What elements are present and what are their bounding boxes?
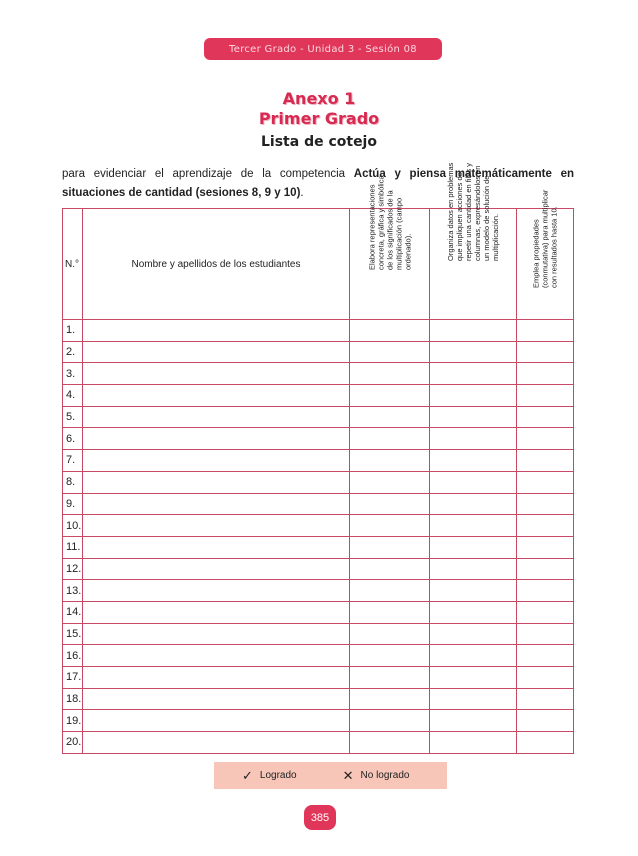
criterion-3-cell[interactable]	[517, 732, 574, 754]
criterion-1-cell[interactable]	[350, 471, 430, 493]
legend-achieved-label: Logrado	[259, 770, 297, 781]
criterion-1-text: Elabora representaciones concreta, gráfica y simbólica de los significados de la multiplicación (campo ordenado).	[367, 175, 412, 270]
criterion-2-cell[interactable]	[430, 580, 517, 602]
student-name-cell[interactable]	[83, 341, 350, 363]
row-number: 3.	[63, 363, 83, 385]
criterion-1-cell[interactable]	[350, 536, 430, 558]
table-row	[63, 710, 574, 732]
criterion-2-cell[interactable]	[430, 558, 517, 580]
check-icon: ✓	[242, 767, 253, 783]
row-number: 4.	[63, 385, 83, 407]
student-name-cell[interactable]	[83, 645, 350, 667]
criterion-3-cell[interactable]	[517, 341, 574, 363]
criterion-1-cell[interactable]	[350, 406, 430, 428]
criterion-2-text: Organiza datos en problemas que impliquen acciones de repetir una cantidad en filas y columnas, expresándolos en un modelo de solución de multiplicación.	[446, 162, 500, 261]
table-row	[63, 363, 574, 385]
grade-title: Primer Grado	[258, 109, 380, 128]
row-number: 8.	[63, 471, 83, 493]
criterion-3-text: Emplea propiedades (conmutativa) para multiplicar con resultados hasta 10.	[531, 189, 559, 288]
row-number: 12.	[63, 558, 83, 580]
legend-achieved	[242, 768, 297, 784]
table-row	[63, 515, 574, 537]
criterion-3-cell[interactable]	[517, 688, 574, 710]
criterion-1-cell[interactable]	[350, 558, 430, 580]
annex-title: Anexo 1	[282, 89, 356, 108]
table-row	[63, 645, 574, 667]
table-row	[63, 580, 574, 602]
criterion-1-cell[interactable]	[350, 363, 430, 385]
criterion-1-cell[interactable]	[350, 601, 430, 623]
row-number: 10.	[63, 515, 83, 537]
table-row	[63, 320, 574, 342]
criterion-3-cell[interactable]	[517, 580, 574, 602]
criterion-3-cell[interactable]	[517, 515, 574, 537]
header-student-name: Nombre y apellidos de los estudiantes	[83, 209, 350, 320]
checklist-title: Lista de cotejo	[261, 134, 377, 150]
criterion-3-cell[interactable]	[517, 645, 574, 667]
row-number: 16.	[63, 645, 83, 667]
criterion-1-cell[interactable]	[350, 710, 430, 732]
table-row	[63, 406, 574, 428]
criterion-2-cell[interactable]	[430, 341, 517, 363]
row-number: 14.	[63, 601, 83, 623]
student-name-cell[interactable]	[83, 732, 350, 754]
criterion-2-cell[interactable]	[430, 515, 517, 537]
criterion-2-cell[interactable]	[430, 623, 517, 645]
student-name-cell[interactable]	[83, 515, 350, 537]
criterion-1-cell[interactable]	[350, 428, 430, 450]
table-row	[63, 732, 574, 754]
criterion-1-cell[interactable]	[350, 493, 430, 515]
criterion-2-cell[interactable]	[430, 406, 517, 428]
header-number: N.°	[63, 209, 83, 320]
row-number: 9.	[63, 493, 83, 515]
student-name-cell[interactable]	[83, 623, 350, 645]
row-number: 19.	[63, 710, 83, 732]
student-name-cell[interactable]	[83, 428, 350, 450]
table-row	[63, 536, 574, 558]
row-number: 1.	[63, 320, 83, 342]
criterion-1-cell[interactable]	[350, 667, 430, 689]
student-name-cell[interactable]	[83, 558, 350, 580]
row-number: 17.	[63, 667, 83, 689]
student-name-cell[interactable]	[83, 406, 350, 428]
criterion-1-cell[interactable]	[350, 623, 430, 645]
table-row	[63, 450, 574, 472]
banner-label: Tercer Grado - Unidad 3 - Sesión 08	[229, 43, 417, 55]
row-number: 2.	[63, 341, 83, 363]
student-name-cell[interactable]	[83, 385, 350, 407]
criterion-2-cell[interactable]	[430, 710, 517, 732]
criterion-2-cell[interactable]	[430, 688, 517, 710]
student-name-cell[interactable]	[83, 667, 350, 689]
student-name-cell[interactable]	[83, 580, 350, 602]
criterion-3-cell[interactable]	[517, 406, 574, 428]
student-name-cell[interactable]	[83, 710, 350, 732]
cross-icon: ✕	[342, 767, 354, 783]
criterion-2-cell[interactable]	[430, 428, 517, 450]
criterion-3-cell[interactable]	[517, 667, 574, 689]
criterion-1-cell[interactable]	[350, 580, 430, 602]
student-name-cell[interactable]	[83, 363, 350, 385]
criterion-2-cell[interactable]	[430, 471, 517, 493]
criterion-3-cell[interactable]	[517, 493, 574, 515]
table-header-row	[63, 209, 574, 320]
legend-not-achieved-label: No logrado	[360, 770, 410, 781]
criterion-3-cell[interactable]	[517, 450, 574, 472]
criterion-3-cell[interactable]	[517, 710, 574, 732]
row-number: 5.	[63, 406, 83, 428]
student-name-cell[interactable]	[83, 601, 350, 623]
criterion-3-cell[interactable]	[517, 536, 574, 558]
criterion-2-cell[interactable]	[430, 732, 517, 754]
competence-text: Actúa y piensa matemáticamente en situaciones de cantidad (sesiones 8, 9 y 10)	[62, 168, 574, 199]
header-criterion-2	[430, 162, 517, 320]
student-name-cell[interactable]	[83, 320, 350, 342]
student-name-cell[interactable]	[83, 450, 350, 472]
criterion-1-cell[interactable]	[350, 385, 430, 407]
table-row	[63, 601, 574, 623]
table-row	[63, 341, 574, 363]
criterion-1-cell[interactable]	[350, 732, 430, 754]
table-row	[63, 385, 574, 407]
criterion-2-cell[interactable]	[430, 536, 517, 558]
table-row	[63, 428, 574, 450]
row-number: 20.	[63, 732, 83, 754]
student-name-cell[interactable]	[83, 471, 350, 493]
table-body	[63, 320, 574, 754]
row-number: 13.	[63, 580, 83, 602]
criterion-3-cell[interactable]	[517, 320, 574, 342]
criterion-2-cell[interactable]	[430, 363, 517, 385]
row-number: 7.	[63, 450, 83, 472]
header-criterion-1	[350, 175, 430, 320]
unit-session-banner	[204, 38, 442, 60]
table-row	[63, 623, 574, 645]
legend-not-achieved	[343, 768, 410, 784]
row-number: 6.	[63, 428, 83, 450]
criterion-2-cell[interactable]	[430, 645, 517, 667]
table-row	[63, 471, 574, 493]
row-number: 11.	[63, 536, 83, 558]
table-row	[63, 493, 574, 515]
criterion-2-cell[interactable]	[430, 493, 517, 515]
page-number-badge	[304, 805, 336, 830]
table-row	[63, 688, 574, 710]
student-name-cell[interactable]	[83, 536, 350, 558]
header-criterion-3	[517, 189, 574, 320]
criterion-1-cell[interactable]	[350, 515, 430, 537]
criterion-3-cell[interactable]	[517, 601, 574, 623]
criterion-3-cell[interactable]	[517, 623, 574, 645]
legend	[214, 762, 447, 789]
criterion-1-cell[interactable]	[350, 341, 430, 363]
criterion-1-cell[interactable]	[350, 320, 430, 342]
criterion-2-cell[interactable]	[430, 320, 517, 342]
criterion-3-cell[interactable]	[517, 558, 574, 580]
row-number: 15.	[63, 623, 83, 645]
table-row	[63, 667, 574, 689]
intro-end: .	[300, 187, 304, 199]
criterion-2-cell[interactable]	[430, 601, 517, 623]
criterion-1-cell[interactable]	[350, 450, 430, 472]
table-row	[63, 558, 574, 580]
criterion-2-cell[interactable]	[430, 450, 517, 472]
row-number: 18.	[63, 688, 83, 710]
criterion-3-cell[interactable]	[517, 363, 574, 385]
intro-text: para evidenciar el aprendizaje de la competencia	[62, 168, 354, 180]
student-name-cell[interactable]	[83, 688, 350, 710]
criterion-1-cell[interactable]	[350, 688, 430, 710]
page-number: 385	[310, 811, 330, 824]
criterion-3-cell[interactable]	[517, 385, 574, 407]
criterion-2-cell[interactable]	[430, 385, 517, 407]
criterion-1-cell[interactable]	[350, 645, 430, 667]
criterion-3-cell[interactable]	[517, 428, 574, 450]
criterion-2-cell[interactable]	[430, 667, 517, 689]
student-name-cell[interactable]	[83, 493, 350, 515]
criterion-3-cell[interactable]	[517, 471, 574, 493]
